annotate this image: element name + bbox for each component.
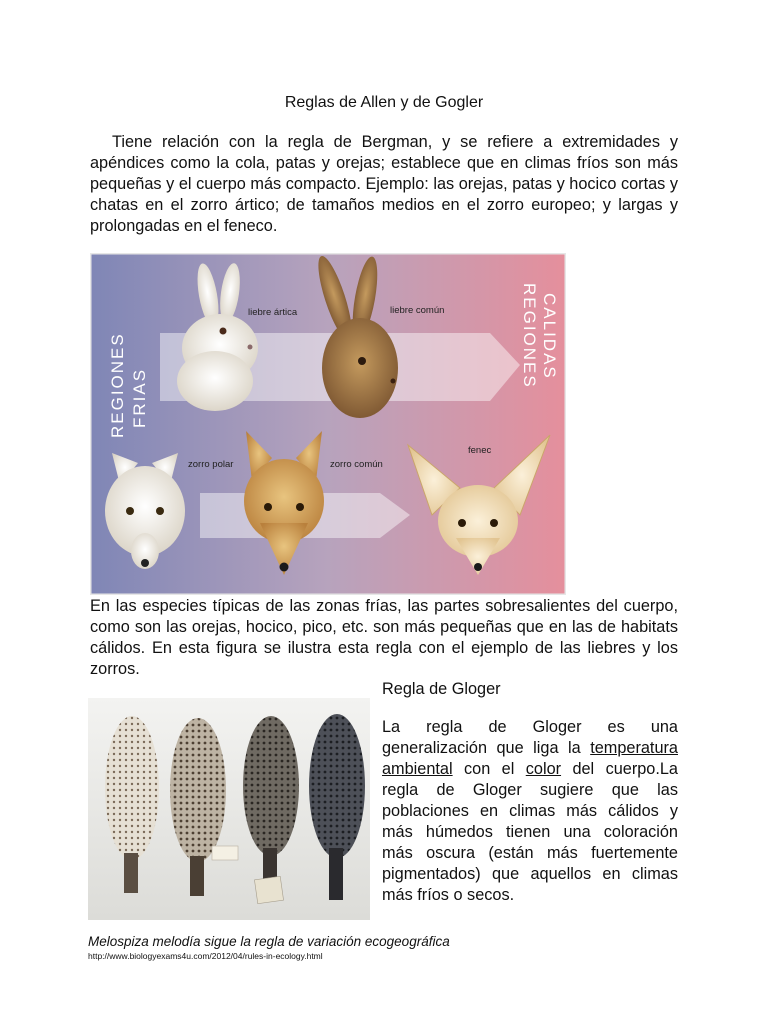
warm-regions-label <box>520 283 559 389</box>
intro-paragraph: Tiene relación con la regla de Bergman, y se refiere a extremidades y apéndices como la cola, patas y orejas; establece que en climas fríos son más pequeñas y el cuerpo más compacto. Ejemplo: las orejas, patas y hocico cortas y chatas en el zorro ártico; de tamaños medios en el zorro europeo; y largas y prolongadas en el feneco. <box>90 133 678 235</box>
page-title: Reglas de Allen y de Gogler <box>284 94 484 111</box>
gloger-text-1: La regla de Gloger es una generalización que liga la <box>382 718 678 757</box>
allen-rule-figure <box>90 253 566 595</box>
figure-caption: Melospiza melodía sigue la regla de variación ecogeográfica <box>88 934 450 949</box>
fox3-label: fenec <box>468 445 492 456</box>
right-label-line2: CALIDAS <box>540 293 559 380</box>
hare1-label: liebre ártica <box>248 307 298 318</box>
hare2-label: liebre común <box>390 305 445 316</box>
left-label-line1: REGIONES <box>108 332 127 438</box>
gloger-text-2: con el <box>452 760 526 778</box>
temperatura-ambiental-link[interactable]: temperatura ambiental <box>382 739 678 778</box>
source-url[interactable]: http://www.biologyexams4u.com/2012/04/rules-in-ecology.html <box>88 951 323 961</box>
right-label-line1: REGIONES <box>520 283 539 389</box>
gloger-text-3: del cuerpo.La regla de Gloger sugiere que las poblaciones en climas más cálidos y más húmedos tienen una coloración más oscura (están más fuertemente pigmentados) que aquellos en climas más fríos o secos. <box>382 760 678 904</box>
color-link[interactable]: color <box>525 760 562 778</box>
melospiza-specimens-photo <box>88 698 370 920</box>
fox1-label: zorro polar <box>188 459 234 470</box>
fox2-label: zorro común <box>330 459 383 470</box>
gloger-paragraph <box>382 717 678 906</box>
gloger-title: Regla de Gloger <box>382 680 501 698</box>
left-label-line2: FRIAS <box>130 367 149 428</box>
figure-explanation: En las especies típicas de las zonas frías, las partes sobresalientes del cuerpo, como son las orejas, hocico, pico, etc. son más pequeñas que en las de habitats cálidos. En esta figura se ilustra esta regla con el ejemplo de las liebres y los zorros. <box>90 597 678 678</box>
